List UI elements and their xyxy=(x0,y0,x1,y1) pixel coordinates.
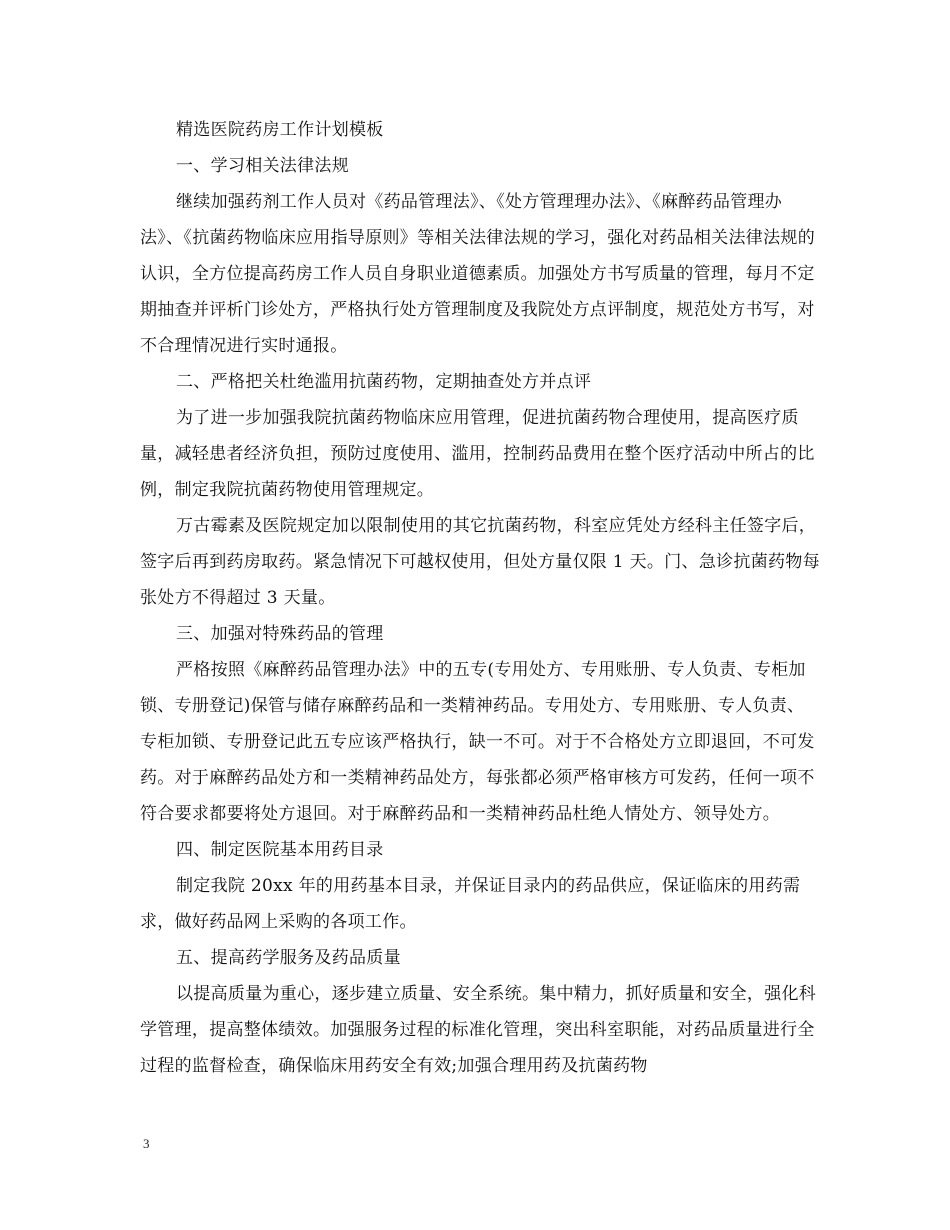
page-number: 3 xyxy=(143,1136,150,1151)
section-1-paragraph-1: 继续加强药剂工作人员对《药品管理法》、《处方管理理办法》、《麻醉药品管理办法》、《抗菌药物临床应用指导原则》等相关法律法规的学习，强化对药品相关法律法规的认识，全方位提高药房工作人员自身职业道德素质。加强处方书写质量的管理，每月不定期抽查并评析门诊处方，严格执行处方管理制度及我院处方点评制度，规范处方书写，对不合理情况进行实时通报。 xyxy=(140,192,815,356)
section-2-paragraph-2: 万古霉素及医院规定加以限制使用的其它抗菌药物，科室应凭处方经科主任签字后，签字后再到药房取药。紧急情况下可越权使用，但处方量仅限 1 天。门、急诊抗菌药物每张处方不得超过 3 天量。 xyxy=(140,516,820,608)
section-3-heading: 三、加强对特殊药品的管理 xyxy=(176,624,384,644)
section-1-heading: 一、学习相关法律法规 xyxy=(176,156,349,176)
document-title: 精选医院药房工作计划模板 xyxy=(176,120,384,140)
section-2-paragraph-1: 为了进一步加强我院抗菌药物临床应用管理，促进抗菌药物合理使用，提高医疗质量，减轻患者经济负担，预防过度使用、滥用，控制药品费用在整个医疗活动中所占的比例，制定我院抗菌药物使用管理规定。 xyxy=(140,408,815,500)
document-body xyxy=(140,112,820,1084)
section-4-paragraph-1: 制定我院 20xx 年的用药基本目录，并保证目录内的药品供应，保证临床的用药需求，做好药品网上采购的各项工作。 xyxy=(140,876,801,932)
section-3-paragraph-1: 严格按照《麻醉药品管理办法》中的五专(专用处方、专用账册、专人负责、专柜加锁、专册登记)保管与储存麻醉药品和一类精神药品。专用处方、专用账册、专人负责、专柜加锁、专册登记此五专应该严格执行，缺一不可。对于不合格处方立即退回，不可发药。对于麻醉药品处方和一类精神药品处方，每张都必须严格审核方可发药，任何一项不符合要求都要将处方退回。对于麻醉药品和一类精神药品杜绝人情处方、领导处方。 xyxy=(140,660,815,824)
section-5-paragraph-1: 以提高质量为重心，逐步建立质量、安全系统。集中精力，抓好质量和安全，强化科学管理，提高整体绩效。加强服务过程的标准化管理，突出科室职能，对药品质量进行全过程的监督检查，确保临床用药安全有效;加强合理用药及抗菌药物 xyxy=(140,984,817,1076)
section-5-heading: 五、提高药学服务及药品质量 xyxy=(176,948,401,968)
section-2-heading: 二、严格把关杜绝滥用抗菌药物，定期抽查处方并点评 xyxy=(176,372,592,392)
section-4-heading: 四、制定医院基本用药目录 xyxy=(176,840,384,860)
